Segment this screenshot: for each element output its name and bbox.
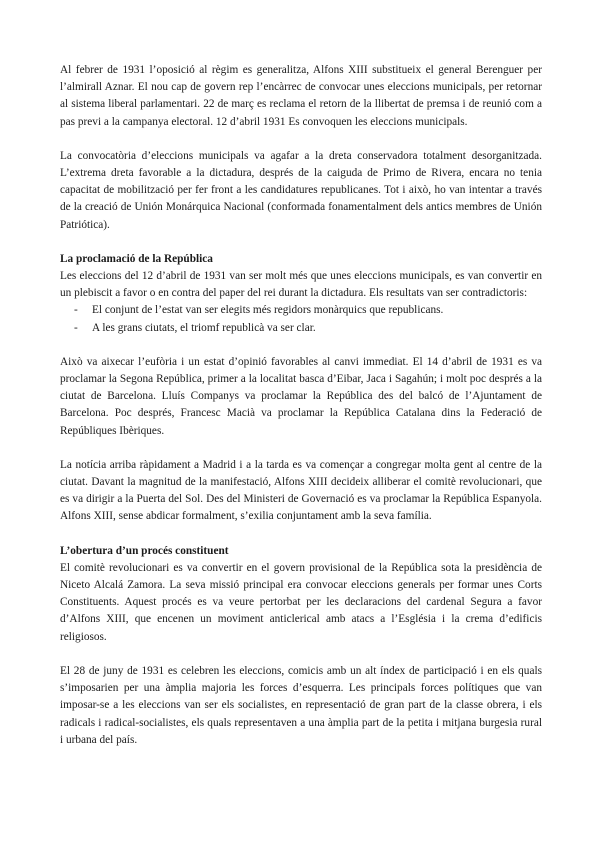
paragraph-june-elections: El 28 de juny de 1931 es celebren les eleccions, comicis amb un alt índex de participació i en els quals s’imposarien per una àmplia majoria les forces d’esquerra. Les principals forces polítiques que van imposar-se a les eleccions van ser els socialistes, en representació de gran part de la classe obrera, i els radicals i radical-socialistes, els quals representaven a una àmplia part de la petita i mitjana burgesia rural i urbana del país. — [60, 664, 542, 746]
document-page — [60, 62, 542, 749]
dash-bullet: - — [74, 321, 78, 334]
spacer — [60, 646, 542, 663]
list-item-text: El conjunt de l’estat van ser elegits més regidors monàrquics que republicans. — [92, 304, 444, 317]
dash-bullet: - — [74, 304, 78, 317]
spacer — [60, 234, 542, 251]
spacer — [60, 526, 542, 543]
list-item — [60, 302, 542, 319]
paragraph-elections: Les eleccions del 12 d’abril de 1931 van ser molt més que unes eleccions municipals, es van convertir en un plebiscit a favor o en contra del paper del rei durant la dictadura. Els resultats van ser contradictoris: — [60, 270, 542, 300]
heading-constituent-process: L’obertura d’un procés constituent — [60, 544, 229, 557]
spacer — [60, 337, 542, 354]
list-item — [60, 320, 542, 337]
spacer — [60, 440, 542, 457]
paragraph-republic-proclaimed: Això va aixecar l’eufòria i un estat d’opinió favorables al canvi immediat. El 14 d’abril de 1931 es va proclamar la Segona República, primer a la localitat basca d’Eibar, Jaca i Sagahún; i molt poc després a la ciutat de Barcelona. Lluís Companys va proclamar la República des del balcó de l’Ajuntament de Barcelona. Poc després, Francesc Macià va proclamar la República Catalana dins la Federació de Repúbliques Ibèriques. — [60, 355, 542, 437]
paragraph-opposition: Al febrer de 1931 l’oposició al règim es generalitza, Alfons XIII substitueix el general Berenguer per l’almirall Aznar. El nou cap de govern rep l’encàrrec de convocar unes eleccions municipals, per retornar al sistema liberal parlamentari. 22 de març es reclama el retorn de la llibertat de premsa i de reunió com a pas previ a la campanya electoral. 12 d’abril 1931 Es convoquen les eleccions municipals. — [60, 64, 542, 128]
list-item-text: A les grans ciutats, el triomf republicà va ser clar. — [92, 321, 316, 334]
heading-proclamation: La proclamació de la República — [60, 252, 213, 265]
paragraph-provisional-government: El comitè revolucionari es va convertir en el govern provisional de la República sota la presidència de Niceto Alcalá Zamora. La seva missió principal era convocar eleccions generals per formar unes Corts Constituents. Aquest procés es va veure pertorbat per les declaracions del cardenal Segura a favor d’Alfons XIII, que encenen un moviment anticlerical amb atacs a l’Església i la crema d’edificis religiosos. — [60, 561, 542, 643]
paragraph-madrid: La notícia arriba ràpidament a Madrid i a la tarda es va començar a congregar molta gent al centre de la ciutat. Davant la magnitud de la manifestació, Alfons XIII decideix alliberar el comitè revolucionari, que es va dirigir a la Puerta del Sol. Des del Ministeri de Governació es va proclamar la República Espanyola. Alfons XIII, sense abdicar formalment, s’exilia conjuntament amb la seva família. — [60, 458, 542, 523]
spacer — [60, 131, 542, 148]
results-list — [60, 302, 542, 336]
paragraph-convocation: La convocatòria d’eleccions municipals va agafar a la dreta conservadora totalment desorganitzada. L’extrema dreta favorable a la dictadura, després de la caiguda de Primo de Rivera, encara no tenia capacitat de mobilització per fer front a les candidatures republicanes. Tot i això, ho van intentar a través de la creació de Unión Monárquica Nacional (conformada fonamentalment dels antics membres de Unión Patriótica). — [60, 149, 542, 231]
